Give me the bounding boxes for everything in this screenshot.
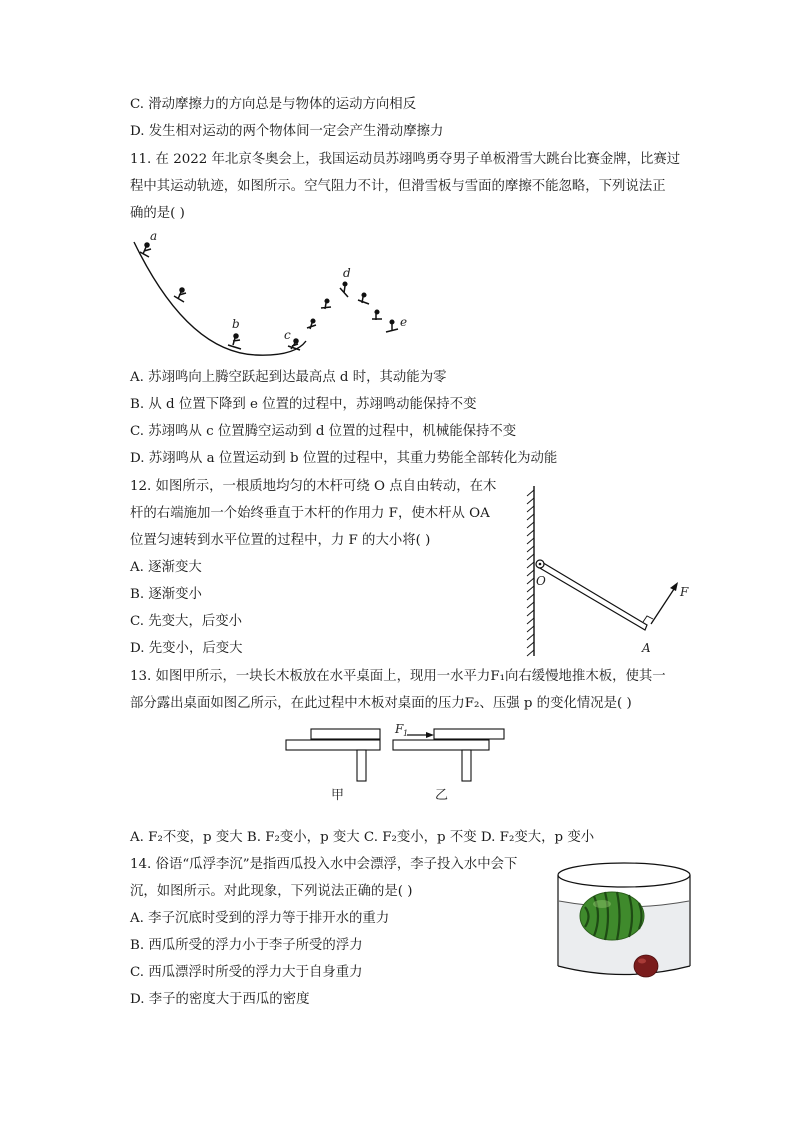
q10-option-d: D. 发生相对运动的两个物体间一定会产生滑动摩擦力 (130, 124, 444, 139)
q11-stem-line1: 11. 在 2022 年北京冬奥会上，我国运动员苏翊鸣勇夺男子单板滑雪大跳台比赛金牌，比赛过 (130, 152, 681, 167)
board-jia (311, 729, 380, 739)
label-o: O (536, 574, 546, 588)
board-yi (434, 729, 504, 739)
q14-stem-line2: 沉，如图所示。对此现象，下列说法正确的是( ) (130, 884, 413, 899)
label-d: d (343, 266, 351, 280)
q14-stem-line1: 14. 俗语“瓜浮李沉”是指西瓜投入水中会漂浮，李子投入水中会下 (130, 857, 518, 872)
table-top-yi (393, 740, 489, 750)
label-f1: F (395, 722, 404, 736)
label-e: e (400, 315, 408, 329)
tank-rim (558, 863, 690, 887)
table-leg-yi (462, 750, 471, 781)
plum (634, 955, 658, 977)
skier-a-figure (140, 243, 151, 257)
q11-option-d: D. 苏翊鸣从 a 位置运动到 b 位置的过程中，其重力势能全部转化为动能 (130, 451, 558, 466)
q12-option-c: C. 先变大，后变小 (130, 614, 243, 629)
q14-option-b: B. 西瓜所受的浮力小于李子所受的浮力 (130, 938, 363, 953)
skier-air-2 (321, 299, 331, 309)
label-c: c (284, 328, 291, 342)
skier-air-1 (307, 319, 316, 329)
wooden-rod (538, 561, 647, 630)
skier-air-4 (372, 310, 382, 320)
skier-b-figure (228, 334, 241, 349)
q12-option-d: D. 先变小，后变大 (130, 641, 243, 656)
skier-e-figure (386, 320, 398, 332)
q12-lever-figure (510, 482, 700, 662)
label-f1-subscript: 1 (403, 729, 409, 738)
force-arrow (651, 586, 676, 624)
q13-options: A. F₂不变，p 变大 B. F₂变小，p 变大 C. F₂变小，p 不变 D. F₂变大，p 变小 (130, 830, 595, 845)
table-top-jia (286, 740, 380, 750)
q14-option-c: C. 西瓜漂浮时所受的浮力大于自身重力 (130, 965, 363, 980)
q14-option-a: A. 李子沉底时受到的浮力等于排开水的重力 (130, 911, 390, 926)
q14-option-d: D. 李子的密度大于西瓜的密度 (130, 992, 310, 1007)
q11-option-c: C. 苏翊鸣从 c 位置腾空运动到 d 位置的过程中，机械能保持不变 (130, 424, 517, 439)
caption-yi: 乙 (435, 788, 449, 803)
q12-stem-line1: 12. 如图所示，一根质地均匀的木杆可绕 O 点自由转动，在木 (130, 479, 497, 494)
caption-jia: 甲 (331, 788, 345, 803)
label-a: a (150, 229, 158, 243)
skier-mid-figure (174, 288, 186, 302)
skier-d-figure (340, 282, 348, 297)
q13-stem-line2: 部分露出桌面如图乙所示，在此过程中木板对桌面的压力F₂、压强 p 的变化情况是( ) (130, 696, 632, 711)
q12-stem-line3: 位置匀速转到水平位置的过程中，力 F 的大小将( ) (130, 533, 431, 548)
ski-slope-curve (134, 242, 306, 355)
label-b: b (232, 317, 240, 331)
q11-option-a: A. 苏翊鸣向上腾空跃起到达最高点 d 时，其动能为零 (130, 370, 447, 385)
q11-ski-jump-figure (126, 228, 426, 368)
q11-stem-line3: 确的是( ) (130, 206, 185, 221)
skier-air-3 (358, 293, 369, 304)
q11-stem-line2: 程中其运动轨迹，如图所示。空气阻力不计，但滑雪板与雪面的摩擦不能忽略，下列说法正 (130, 179, 666, 194)
q12-stem-line2: 杆的右端施加一个始终垂直于木杆的作用力 F，使木杆从 OA (130, 506, 490, 521)
label-f: F (680, 585, 689, 599)
q12-option-b: B. 逐渐变小 (130, 587, 202, 602)
q11-option-b: B. 从 d 位置下降到 e 位置的过程中，苏翊鸣动能保持不变 (130, 397, 477, 412)
watermelon (580, 892, 644, 940)
label-a: A (642, 641, 651, 655)
q13-board-figure (280, 720, 520, 806)
table-leg-jia (357, 750, 366, 781)
q14-water-tank-figure (552, 855, 697, 985)
q10-option-c: C. 滑动摩擦力的方向总是与物体的运动方向相反 (130, 97, 417, 112)
q13-stem-line1: 13. 如图甲所示，一块长木板放在水平桌面上，现用一水平力F₁向右缓慢地推木板，使其一 (130, 669, 666, 684)
q12-option-a: A. 逐渐变大 (130, 560, 202, 575)
wall-hatching (527, 490, 534, 656)
